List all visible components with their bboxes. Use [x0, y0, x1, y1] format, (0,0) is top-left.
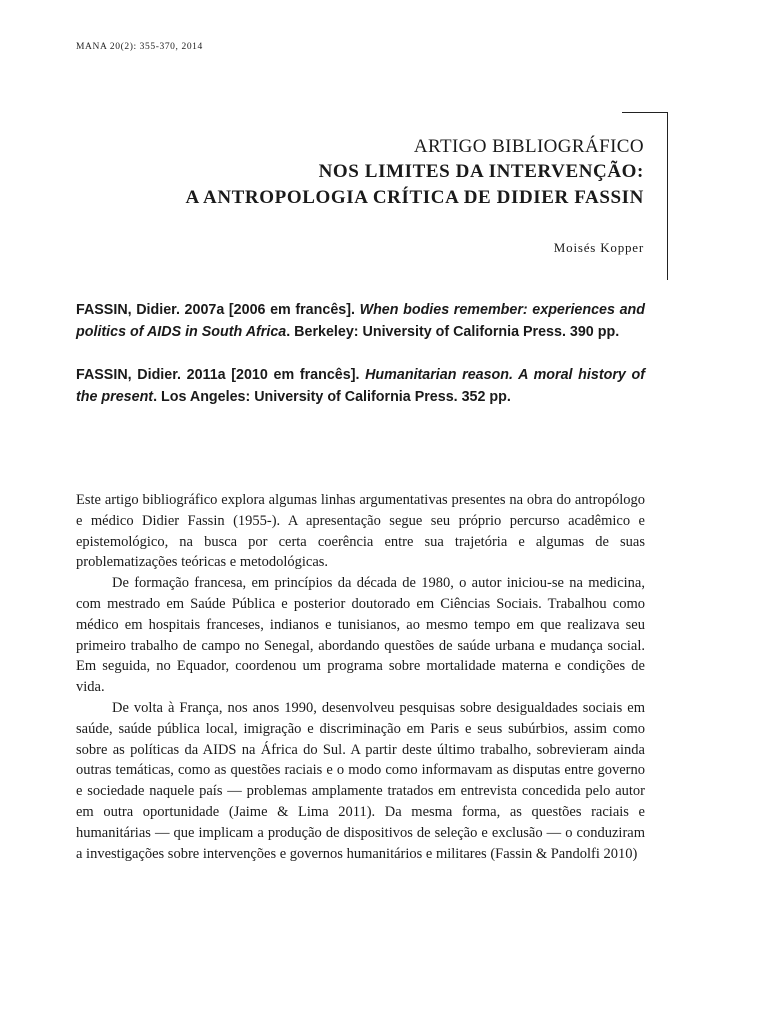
- author-name: Moisés Kopper: [553, 240, 644, 255]
- body-paragraph-2: De formação francesa, em princípios da década de 1980, o autor iniciou-se na medicina, com mestrado em Saúde Pública e posterior doutorado em Ciências Sociais. Trabalhou como médico em hospitais franceses, indianos e tunisianos, ao mesmo tempo em que realizava seu primeiro trabalho de campo no Senegal, abordando questões de saúde urbana e mudança social. Em seguida, no Equador, coordenou um programa sobre mortalidade materna e condições de vida.: [76, 575, 645, 696]
- reference-2-title: Humanitarian reason. A moral history of the present: [76, 367, 646, 405]
- running-head: MANA 20(2): 355-370, 2014: [76, 42, 203, 52]
- reference-1-title: When bodies remember: experiences and politics of AIDS in South Africa: [76, 302, 645, 340]
- article-kicker: ARTIGO BIBLIOGRÁFICO: [413, 136, 644, 157]
- title-rule-vertical: [667, 112, 668, 280]
- reference-2: [76, 364, 645, 408]
- title-block: [185, 134, 644, 211]
- reference-2-suffix: . Los Angeles: University of California Press. 352 pp.: [153, 389, 511, 405]
- reference-1: [76, 299, 645, 343]
- body-paragraph-1: Este artigo bibliográfico explora algumas linhas argumentativas presentes na obra do antropólogo e médico Didier Fassin (1955-). A apresentação segue seu próprio percurso acadêmico e epistemológico, na busca por certa coerência entre sua trajetória e algumas de suas problematizações teóricas e metodológicas.: [76, 492, 645, 571]
- body-text: [76, 490, 645, 864]
- body-paragraph-3: De volta à França, nos anos 1990, desenvolveu pesquisas sobre desigualdades sociais em saúde, saúde pública local, imigração e discriminação em Paris e seus subúrbios, assim como sobre as políticas da AIDS na África do Sul. A partir deste último trabalho, sobrevieram ainda outras temáticas, como as questões raciais e o modo como informavam as disputas entre governo e sociedade naquele país — problemas amplamente tratados em entrevista concedida pelo autor em outra oportunidade (Jaime & Lima 2011). Da mesma forma, as questões raciais e humanitárias — que implicam a produção de dispositivos de seleção e exclusão — o conduziram a investigações sobre intervenções e governos humanitários e militares (Fassin & Pandolfi 2010): [76, 699, 645, 862]
- reference-2-prefix: FASSIN, Didier. 2011a [2010 em francês].: [76, 367, 366, 383]
- reviewed-works: [76, 299, 645, 408]
- article-title-line-2: A ANTROPOLOGIA CRÍTICA DE DIDIER FASSIN: [185, 187, 644, 208]
- reference-1-suffix: . Berkeley: University of California Press. 390 pp.: [286, 324, 620, 340]
- article-title-line-1: NOS LIMITES DA INTERVENÇÃO:: [318, 161, 644, 182]
- reference-1-prefix: FASSIN, Didier. 2007a [2006 em francês].: [76, 302, 360, 318]
- title-rule-horizontal: [622, 112, 668, 113]
